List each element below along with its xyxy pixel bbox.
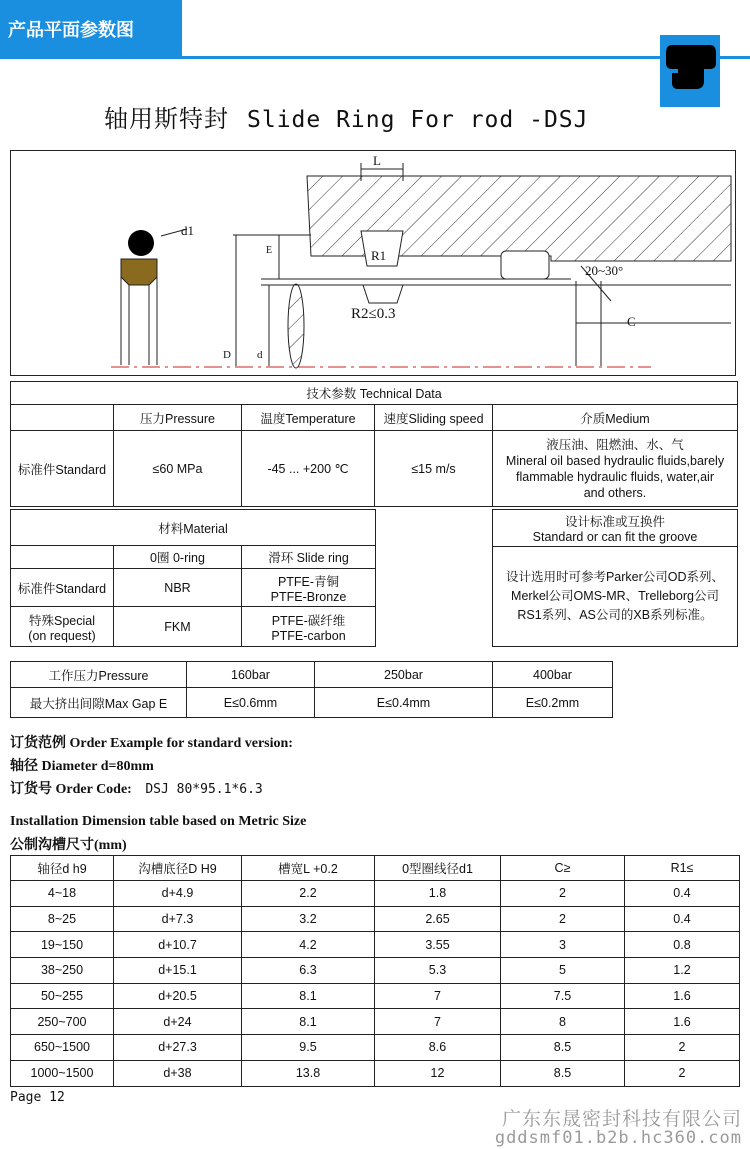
table-row: [11, 1060, 740, 1086]
table-cell: 1.2: [625, 958, 740, 984]
table-cell: d+27.3: [114, 1035, 242, 1061]
medium-line: flammable hydraulic fluids, water,air: [516, 469, 714, 484]
table-cell: d+20.5: [114, 983, 242, 1009]
tech-header-speed: 速度Sliding speed: [375, 405, 493, 431]
slide-line: PTFE-碳纤维: [271, 613, 346, 628]
standard-table: [492, 509, 738, 647]
install-title: Installation Dimension table based on Metric Size: [10, 814, 307, 829]
material-row-label: 标准件Standard: [11, 569, 114, 607]
table-cell: 3.55: [375, 932, 501, 958]
page-title: [104, 99, 589, 134]
table-cell: 12: [375, 1060, 501, 1086]
table-cell: 3.2: [242, 906, 375, 932]
table-cell: d+15.1: [114, 958, 242, 984]
table-row: [11, 958, 740, 984]
caption-line: 设计标准或互换件: [564, 515, 665, 529]
table-cell: d+24: [114, 1009, 242, 1035]
label-line: (on request): [28, 628, 96, 643]
table-cell: 1.6: [625, 983, 740, 1009]
table-cell: 7: [375, 983, 501, 1009]
order-example-heading: 订货范例 Order Example for standard version:: [10, 736, 293, 751]
table-cell: d+7.3: [114, 906, 242, 932]
order-code-label: 订货号 Order Code:: [10, 782, 132, 797]
caption-line: Standard or can fit the groove: [532, 530, 698, 544]
table-cell: 2.65: [375, 906, 501, 932]
dims-header: R1≤: [625, 856, 740, 881]
tech-caption: 技术参数 Technical Data: [11, 382, 738, 405]
material-oring: NBR: [114, 569, 242, 607]
material-slide: [242, 569, 376, 607]
table-cell: 9.5: [242, 1035, 375, 1061]
table-cell: 7.5: [501, 983, 625, 1009]
table-cell: 650~1500: [11, 1035, 114, 1061]
table-cell: 2: [501, 906, 625, 932]
label-D: D: [223, 349, 231, 361]
gap-cell: 400bar: [493, 662, 613, 688]
dims-header: 0型圈线径d1: [375, 856, 501, 881]
table-cell: 1.8: [375, 881, 501, 907]
table-row: [11, 983, 740, 1009]
dims-header: C≥: [501, 856, 625, 881]
label-R2: R2≤0.3: [351, 306, 396, 322]
slide-line: PTFE-carbon: [271, 628, 346, 643]
material-row-label: [11, 607, 114, 647]
tech-header-medium: 介质Medium: [493, 405, 738, 431]
label-R1: R1: [371, 248, 387, 263]
label-E: E: [266, 245, 273, 256]
standard-body: [493, 547, 738, 647]
table-cell: 8.1: [242, 983, 375, 1009]
medium-line: 液压油、阻燃油、水、气: [546, 437, 684, 452]
label-line: 特殊Special: [29, 613, 95, 628]
gap-cell: 250bar: [315, 662, 493, 688]
header-rule: [0, 56, 750, 59]
dims-header: 轴径d h9: [11, 856, 114, 881]
material-header-slide: 滑环 Slide ring: [242, 546, 376, 569]
dims-header: 沟槽底径D H9: [114, 856, 242, 881]
label-angle: 20~30°: [585, 263, 624, 278]
material-caption: 材料Material: [11, 510, 376, 546]
dims-header: 槽宽L +0.2: [242, 856, 375, 881]
material-blank: [11, 546, 114, 569]
table-cell: d+4.9: [114, 881, 242, 907]
table-cell: d+10.7: [114, 932, 242, 958]
table-cell: 8.5: [501, 1035, 625, 1061]
label-C: C: [627, 314, 636, 329]
medium-line: Mineral oil based hydraulic fluids,barely: [505, 453, 725, 468]
table-cell: 8~25: [11, 906, 114, 932]
gap-cell: E≤0.2mm: [493, 688, 613, 718]
title-cn: 轴用斯特封: [104, 105, 229, 133]
material-slide: [242, 607, 376, 647]
tech-header-pressure: 压力Pressure: [114, 405, 242, 431]
url-watermark: gddsmf01.b2b.hc360.com: [494, 1128, 742, 1148]
table-cell: 5.3: [375, 958, 501, 984]
page-number: Page 12: [10, 1090, 65, 1105]
table-cell: 4~18: [11, 881, 114, 907]
table-cell: 38~250: [11, 958, 114, 984]
medium-line: and others.: [583, 485, 647, 500]
table-cell: 6.3: [242, 958, 375, 984]
label-d: d: [257, 349, 263, 361]
table-cell: 5: [501, 958, 625, 984]
table-row: [11, 881, 740, 907]
standard-line: Merkel公司OMS-MR、Trelleborg公司: [511, 589, 719, 603]
table-row: [11, 1009, 740, 1035]
table-cell: 0.4: [625, 881, 740, 907]
order-diameter: 轴径 Diameter d=80mm: [10, 759, 154, 774]
slide-line: PTFE-青铜: [277, 574, 340, 589]
section-tab: 产品平面参数图: [0, 0, 182, 58]
gap-cell: E≤0.6mm: [187, 688, 315, 718]
title-en: Slide Ring For rod -DSJ: [247, 107, 589, 133]
table-row: [11, 1035, 740, 1061]
gap-cell: 160bar: [187, 662, 315, 688]
table-cell: 8: [501, 1009, 625, 1035]
material-header-oring: 0圈 0-ring: [114, 546, 242, 569]
label-d1: d1: [181, 223, 194, 238]
table-cell: 7: [375, 1009, 501, 1035]
tech-row-label: 标准件Standard: [11, 431, 114, 507]
table-cell: 1.6: [625, 1009, 740, 1035]
slide-line: PTFE-Bronze: [270, 589, 347, 604]
tech-medium: [493, 431, 738, 507]
material-oring: FKM: [114, 607, 242, 647]
table-cell: 8.6: [375, 1035, 501, 1061]
standard-line: 设计选用时可参考Parker公司OD系列、: [505, 570, 725, 584]
company-watermark: 广东东晟密封科技有限公司: [501, 1108, 742, 1130]
standard-caption: [493, 510, 738, 547]
table-cell: d+38: [114, 1060, 242, 1086]
technical-data-table: [10, 381, 738, 507]
table-cell: 0.4: [625, 906, 740, 932]
tech-blank: [11, 405, 114, 431]
tech-pressure: ≤60 MPa: [114, 431, 242, 507]
order-code: DSJ 80*95.1*6.3: [145, 782, 263, 797]
standard-line: RS1系列、AS公司的XB系列标准。: [517, 608, 713, 622]
table-cell: 4.2: [242, 932, 375, 958]
max-gap-table: [10, 661, 613, 718]
order-code-line: [10, 778, 263, 798]
table-cell: 13.8: [242, 1060, 375, 1086]
table-row: [11, 906, 740, 932]
table-cell: 8.1: [242, 1009, 375, 1035]
gap-label: 工作压力Pressure: [11, 662, 187, 688]
table-cell: 2.2: [242, 881, 375, 907]
gap-cell: E≤0.4mm: [315, 688, 493, 718]
tech-speed: ≤15 m/s: [375, 431, 493, 507]
tech-temperature: -45 ... +200 ℃: [242, 431, 375, 507]
table-cell: 250~700: [11, 1009, 114, 1035]
technical-drawing: [10, 150, 736, 376]
table-cell: 2: [625, 1035, 740, 1061]
table-cell: 2: [501, 881, 625, 907]
table-cell: 19~150: [11, 932, 114, 958]
table-cell: 0.8: [625, 932, 740, 958]
table-cell: 2: [625, 1060, 740, 1086]
install-subtitle: 公制沟槽尺寸(mm): [10, 838, 127, 853]
table-cell: 3: [501, 932, 625, 958]
dimension-table: [10, 855, 740, 1087]
tech-header-temperature: 温度Temperature: [242, 405, 375, 431]
table-row: [11, 932, 740, 958]
table-cell: 8.5: [501, 1060, 625, 1086]
gap-label: 最大挤出间隙Max Gap E: [11, 688, 187, 718]
table-cell: 50~255: [11, 983, 114, 1009]
material-table: [10, 509, 376, 647]
label-L: L: [373, 153, 381, 168]
table-cell: 1000~1500: [11, 1060, 114, 1086]
seal-profile-logo: [660, 35, 720, 107]
